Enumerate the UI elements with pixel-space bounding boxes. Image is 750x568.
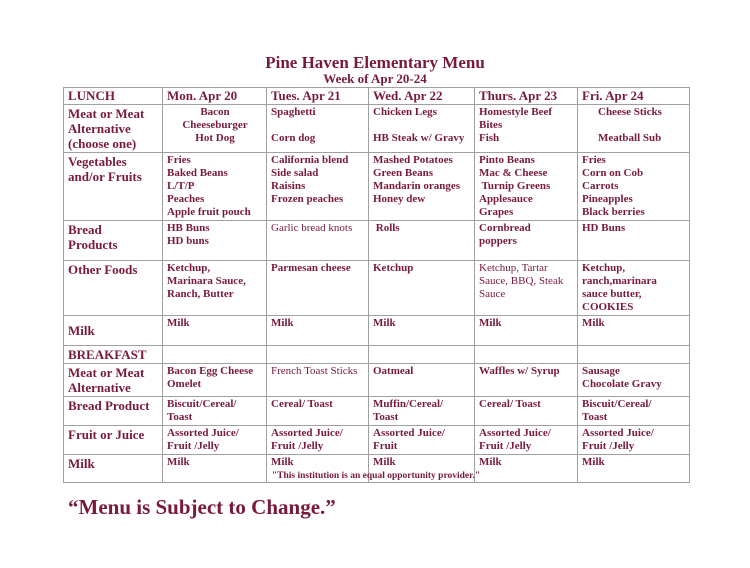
cell-line: Biscuit/Cereal/ [582,398,652,410]
cell-line: L/T/P [167,180,195,192]
menu-cell [369,364,475,397]
cell-line: HD Buns [582,222,626,234]
menu-title: Pine Haven Elementary Menu [265,53,485,72]
cell-line: Corn on Cob [582,167,644,179]
menu-cell [369,426,475,455]
cell-line: Muffin/Cereal/ [373,398,444,410]
cell-line: Milk [167,317,190,329]
menu-disclaimer: “Menu is Subject to Change.” [68,495,336,519]
menu-cell [267,261,369,316]
cell-line: Toast [167,411,193,423]
menu-cell [475,261,578,316]
cell-line: Hot Dog [195,132,235,144]
menu-cell [475,346,578,364]
cell-line: Fruit /Jelly [271,440,324,452]
cell-line: Omelet [167,378,202,390]
table-row-breakfast-meat [64,364,690,397]
row-label [64,221,163,261]
cell-line: Milk [582,317,605,329]
day-header-wed: Wed. Apr 22 [369,88,475,105]
menu-cell [578,153,690,221]
cell-line: Milk [271,456,294,468]
equal-opportunity-footnote: "This institution is an equal opportunity provider." [271,471,481,481]
cell-line: Fries [167,154,191,166]
row-label [64,364,163,397]
cell-line: Alternative [68,380,131,395]
cell-line: Biscuit/Cereal/ [167,398,237,410]
cell-line: Homestyle Beef [479,106,552,118]
cell-line: Corn dog [271,132,316,144]
cell-line: Fruit /Jelly [479,440,532,452]
menu-cell [369,397,475,426]
cell-line: Fruit [373,440,398,452]
table-row-lunch-other [64,261,690,316]
menu-cell [475,364,578,397]
day-header-tue: Tues. Apr 21 [267,88,369,105]
table-row-breakfast-header [64,346,690,364]
menu-cell [475,105,578,153]
menu-cell [369,221,475,261]
menu-cell [369,153,475,221]
menu-cell [578,105,690,153]
table-row-lunch-milk [64,316,690,346]
cell-line: and/or Fruits [68,169,142,184]
menu-cell [267,397,369,426]
cell-line: Ketchup, Tartar [479,262,548,274]
cell-line: Frozen peaches [271,193,344,205]
cell-line: Raisins [271,180,306,192]
cell-line: Milk [373,317,396,329]
cell-line: Fruit /Jelly [167,440,220,452]
menu-cell [163,426,267,455]
cell-line: HD buns [167,235,209,247]
cell-line: Mac & Cheese [479,167,548,179]
menu-cell [163,346,267,364]
cell-line: Other Foods [68,262,138,277]
menu-cell [369,316,475,346]
cell-line: COOKIES [582,301,634,313]
menu-cell [475,397,578,426]
cell-line: Side salad [271,167,319,179]
cell-line: Assorted Juice/ [271,427,343,439]
cell-line: Cheese Sticks [598,106,662,118]
cell-line: Fish [479,132,500,144]
lunch-header: LUNCH [64,88,163,105]
row-label [64,261,163,316]
cell-line: Cereal/ Toast [479,398,541,410]
menu-cell [475,221,578,261]
cell-line: Ketchup, [582,262,626,274]
cell-line: Toast [582,411,608,423]
cell-line: Bites [479,119,503,131]
row-label [64,105,163,153]
cell-line: Garlic bread knots [271,222,353,234]
cell-line: Green Beans [373,167,433,179]
menu-cell [578,364,690,397]
cell-line: ranch,marinara [582,275,657,287]
cell-line: Vegetables [68,154,127,169]
table-row-lunch-veg [64,153,690,221]
row-label [64,316,163,346]
menu-cell [267,316,369,346]
cell-line: Cornbread [479,222,531,234]
menu-cell [475,316,578,346]
cell-line: Oatmeal [373,365,414,377]
menu-cell [267,346,369,364]
menu-cell [578,221,690,261]
cell-line: Baked Beans [167,167,228,179]
cell-line: Cheeseburger [182,119,248,131]
menu-cell [267,153,369,221]
cell-line: Fries [582,154,606,166]
row-label [64,397,163,426]
table-row-lunch-meat [64,105,690,153]
cell-line: Turnip Greens [479,180,551,192]
cell-line: Pinto Beans [479,154,535,166]
cell-line: Rolls [373,222,400,234]
table-row-breakfast-fruit [64,426,690,455]
cell-line: Milk [68,456,95,471]
menu-cell [163,221,267,261]
menu-cell [369,346,475,364]
cell-line: Milk [167,456,190,468]
cell-line: Alternative [68,121,131,136]
menu-cell [267,364,369,397]
menu-cell [578,397,690,426]
cell-line: Bacon [200,106,230,118]
table-header-row [64,88,690,105]
menu-cell [475,426,578,455]
cell-line: Applesauce [479,193,533,205]
menu-cell [163,316,267,346]
menu-cell [267,426,369,455]
cell-line: California blend [271,154,349,166]
cell-line: Bread Product [68,398,150,413]
cell-line: HB Buns [167,222,210,234]
breakfast-header: BREAKFAST [64,346,163,364]
cell-line: Meat or Meat [68,365,145,380]
cell-line: Grapes [479,206,514,218]
cell-line: Ranch, Butter [167,288,234,300]
cell-line: Chocolate Gravy [582,378,662,390]
cell-line: Products [68,237,118,252]
cell-line: Milk [271,317,294,329]
cell-line: Carrots [582,180,619,192]
menu-subtitle: Week of Apr 20-24 [323,71,427,86]
cell-line: Peaches [167,193,205,205]
cell-line: Cereal/ Toast [271,398,333,410]
cell-line: HB Steak w/ Gravy [373,132,465,144]
menu-cell [578,346,690,364]
day-header-mon: Mon. Apr 20 [163,88,267,105]
cell-line: Fruit or Juice [68,427,145,442]
menu-cell [163,261,267,316]
cell-line: Assorted Juice/ [582,427,654,439]
menu-cell [369,105,475,153]
cell-line: Toast [373,411,399,423]
cell-line: Milk [479,317,502,329]
table-row-breakfast-bread [64,397,690,426]
menu-cell [369,261,475,316]
menu-cell [578,316,690,346]
cell-line: Meatball Sub [598,132,662,144]
menu-table [63,87,690,483]
cell-line: Milk [479,456,502,468]
cell-line: Assorted Juice/ [479,427,551,439]
cell-line: Milk [582,456,605,468]
menu-cell [267,221,369,261]
cell-line: Waffles w/ Syrup [479,365,560,377]
menu-cell [163,364,267,397]
cell-line: Sausage [582,365,620,377]
menu-cell [475,153,578,221]
menu-cell [163,397,267,426]
cell-line: Apple fruit pouch [167,206,251,218]
cell-line: French Toast Sticks [271,365,358,377]
menu-cell [267,105,369,153]
cell-line: Milk [68,323,95,338]
cell-line: Sauce [479,288,506,300]
cell-line: poppers [479,235,517,247]
cell-line: Bacon Egg Cheese [167,365,254,377]
cell-line: Pineapples [582,193,633,205]
cell-line: Milk [373,456,396,468]
cell-line: Chicken Legs [373,106,437,118]
cell-line: Bread [68,222,102,237]
cell-line: Parmesan cheese [271,262,351,274]
row-label [64,153,163,221]
cell-line: Mashed Potatoes [373,154,453,166]
cell-line: Black berries [582,206,645,218]
cell-line: Marinara Sauce, [167,275,246,287]
cell-line: Mandarin oranges [373,180,461,192]
menu-cell [578,261,690,316]
row-label [64,426,163,455]
table-row-lunch-bread [64,221,690,261]
cell-line: Assorted Juice/ [373,427,445,439]
cell-line: Assorted Juice/ [167,427,239,439]
cell-line: Spaghetti [271,106,316,118]
day-header-thu: Thurs. Apr 23 [475,88,578,105]
cell-line: Fruit /Jelly [582,440,635,452]
cell-line: Sauce, BBQ, Steak [479,275,564,287]
cell-line: Ketchup [373,262,414,274]
cell-line: sauce butter, [582,288,642,300]
menu-cell [578,426,690,455]
cell-line: Meat or Meat [68,106,145,121]
menu-cell [163,105,267,153]
day-header-fri: Fri. Apr 24 [578,88,690,105]
menu-cell [163,153,267,221]
cell-line: Ketchup, [167,262,211,274]
cell-line: Honey dew [373,193,426,205]
cell-line: (choose one) [68,136,137,151]
